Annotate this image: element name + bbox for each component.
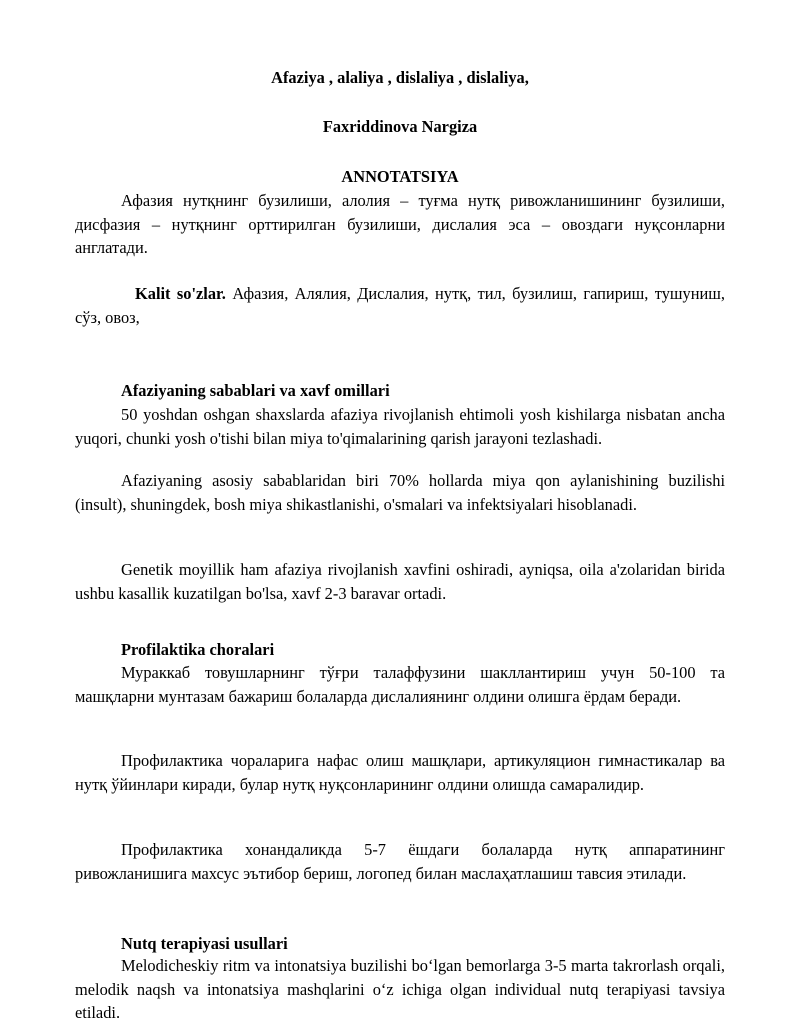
therapy-paragraph-1: Melodicheskiy ritm va intonatsiya buzilishi bo‘lgan bemorlarga 3-5 marta takrorlash orqali, melodik naqsh va intonatsiya mashqlarini o‘z ichiga olgan individual nutq terapiyasi tavsiya etiladi.: [75, 956, 725, 1022]
prevention-paragraph-3: Профилактика хонандаликда 5-7 ёшдаги болаларда нутқ аппаратининг ривожланишига махсус эътибор бериш, логопед билан маслаҳатлашиш тавсия этилади.: [75, 840, 725, 883]
prevention-paragraph-2: Профилактика чораларига нафас олиш машқлари, артикуляцион гимнастикалар ва нутқ ўйинлари киради, булар нутқ нуқсонларининг олдини олишда самаралидир.: [75, 751, 725, 794]
section-heading-prevention: Profilaktika choralari: [121, 640, 275, 659]
section-heading-causes: Afaziyaning sabablari va xavf omillari: [121, 381, 390, 400]
annotation-text-tail-left: нуқсонларни: [634, 214, 725, 234]
keywords-paragraph: [75, 282, 725, 329]
annotation-heading: ANNOTATSIYA: [341, 167, 459, 186]
causes-paragraph-1: 50 yoshdan oshgan shaxslarda afaziya rivojlanish ehtimoli yosh kishilarga nisbatan ancha yuqori, chunki yosh o'tishi bilan miya to'qimalarining qarish jarayoni tezlashadi.: [75, 405, 725, 448]
causes-paragraph-3: Genetik moyillik ham afaziya rivojlanish xavfini oshiradi, ayniqsa, oila a'zolaridan birida ushbu kasallik kuzatilgan bo'lsa, xavf 2-3 baravar ortadi.: [75, 560, 725, 603]
section-heading-therapy: Nutq terapiyasi usullari: [121, 934, 288, 953]
document-title: Afaziya , alaliya , dislaliya , dislaliya,: [271, 68, 529, 87]
annotation-text-tail-right: англатади.: [75, 238, 148, 257]
causes-paragraph-2: Afaziyaning asosiy sabablaridan biri 70% hollarda miya qon aylanishining buzilishi (insult), shuningdek, bosh miya shikastlanishi, o'smalari va infektsiyalari hisoblanadi.: [75, 471, 725, 514]
author-name: Faxriddinova Nargiza: [322, 117, 478, 136]
annotation-paragraph: [75, 189, 725, 260]
prevention-paragraph-1: Мураккаб товушларнинг тўғри талаффузини шакллантириш учун 50-100 та машқларни мунтазам бажариш болаларда дислалиянинг олдини олишга ёрдам беради.: [75, 663, 725, 706]
keywords-label: Kalit so'zlar.: [135, 284, 226, 303]
keywords-text: Афазия, Алялия, Дислалия, нутқ, тил, бузилиш, гапириш, тушуниш, сўз, овоз,: [75, 284, 725, 327]
annotation-text: Афазия нутқнинг бузилиши, алолия – туғма нутқ ривожланишининг бузилиши, дисфазия – нутқнинг орттирилган бузилиши, дислалия эса – овоздаги: [75, 191, 725, 234]
